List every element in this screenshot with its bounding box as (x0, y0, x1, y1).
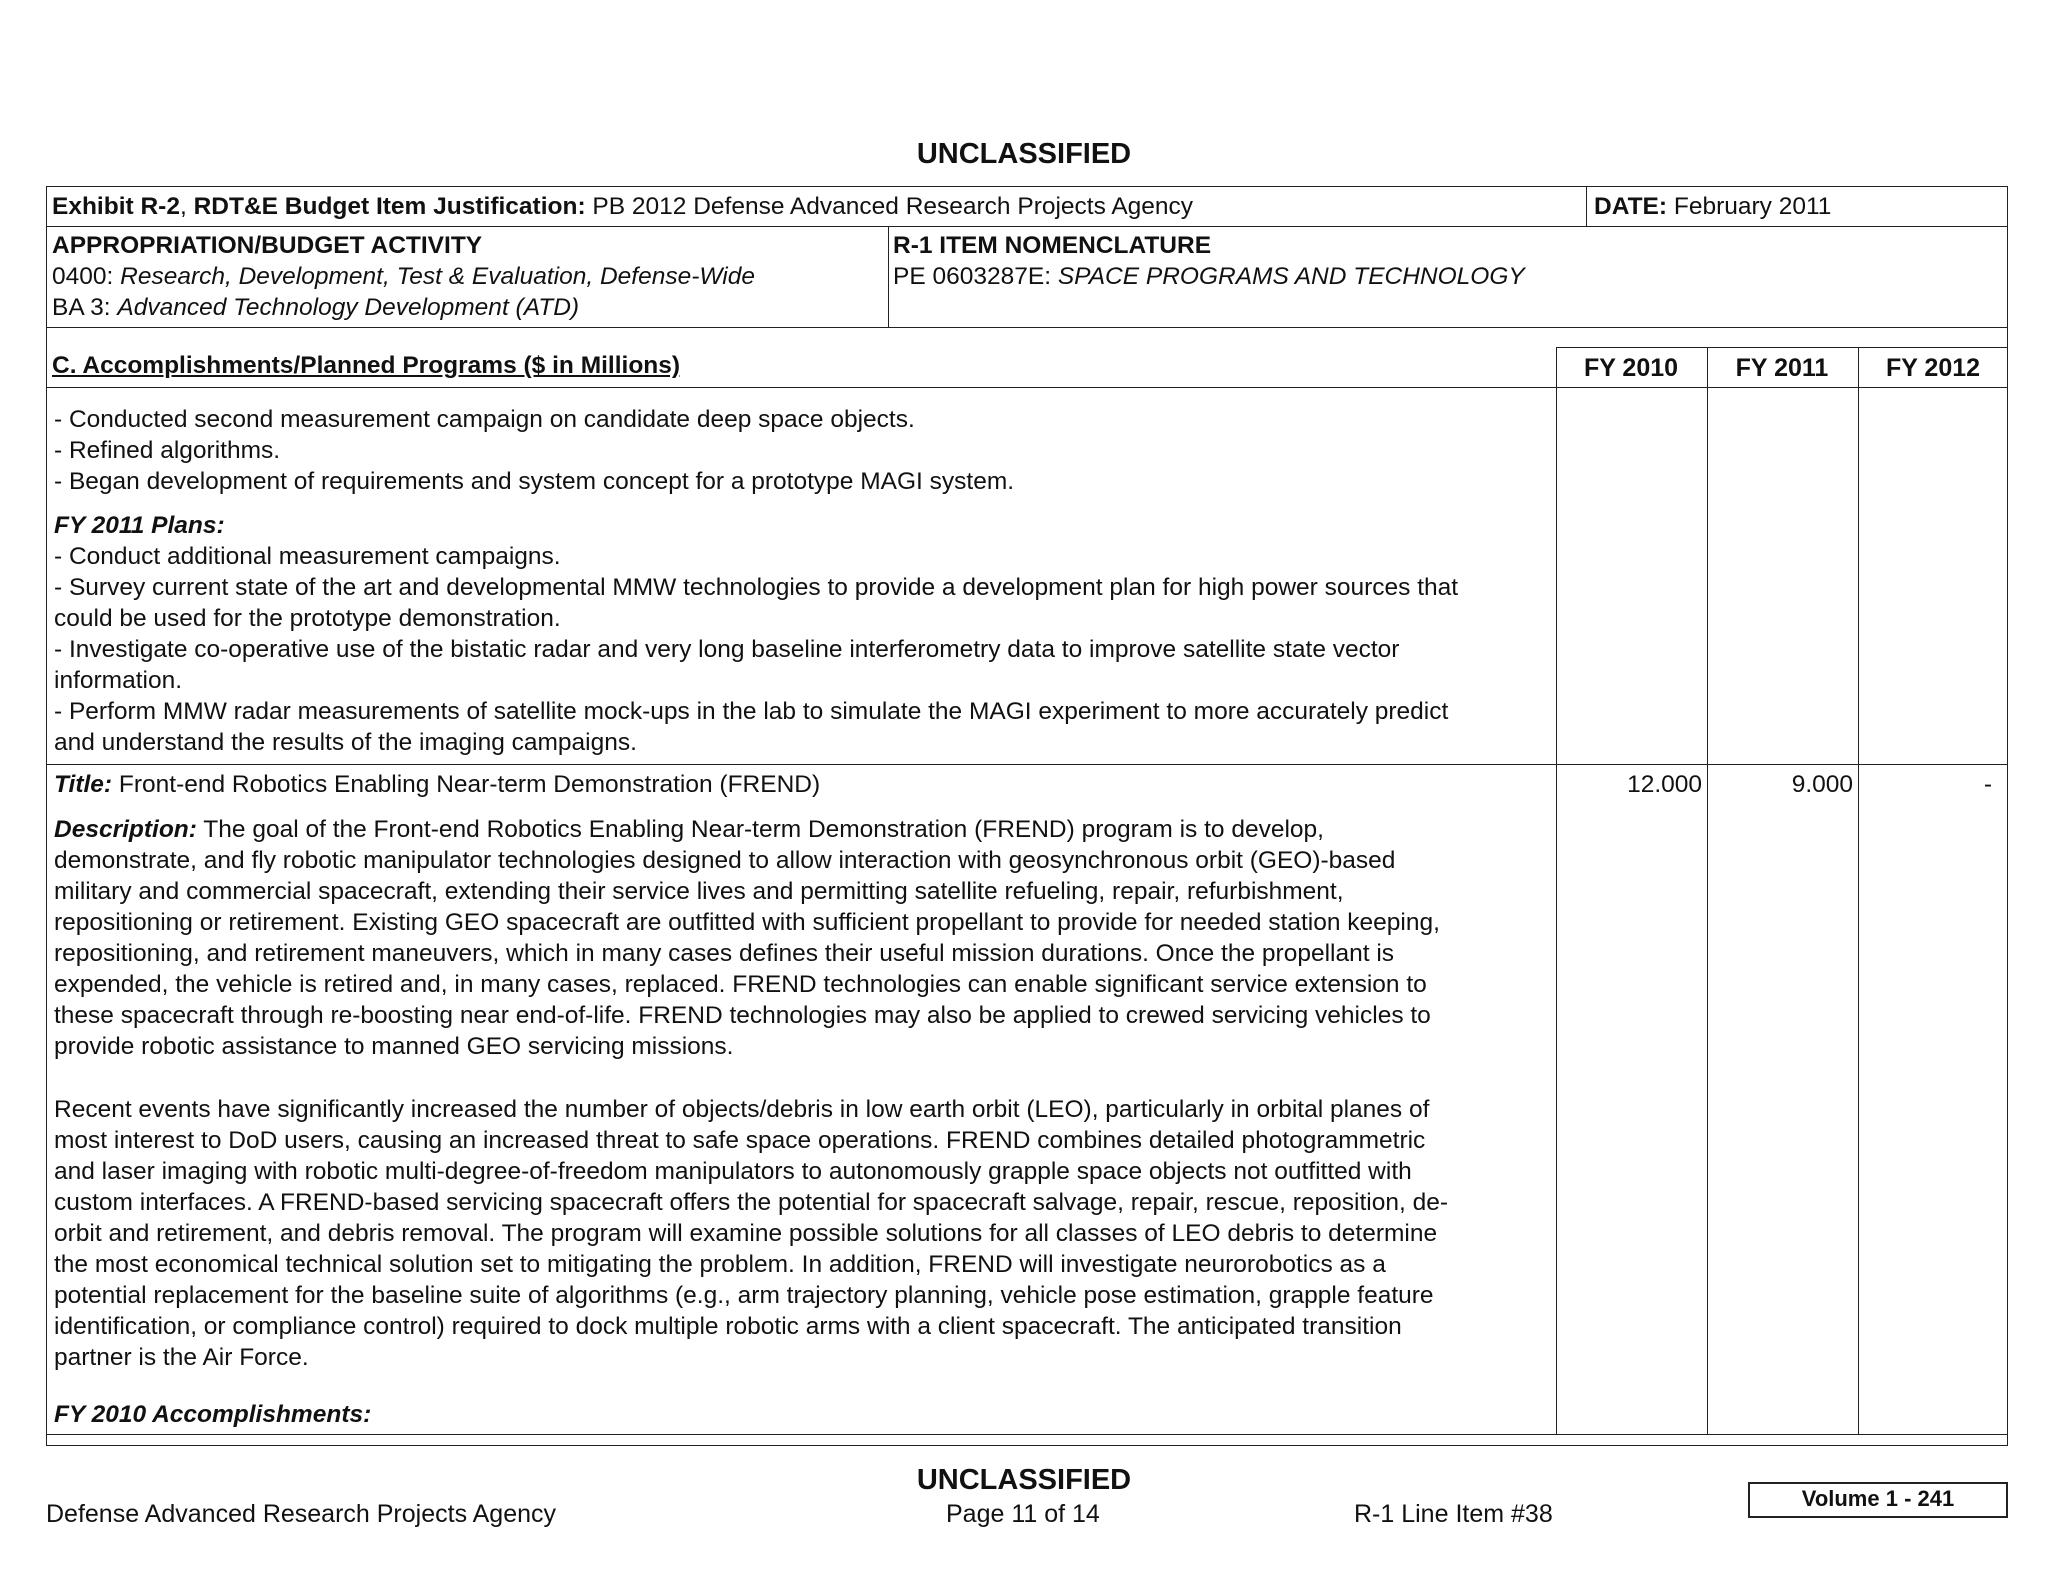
description-line: repositioning or retirement. Existing GEO spacecraft are outfitted with sufficient propellant to provide for needed station keeping, (54, 909, 1440, 936)
description-line: identification, or compliance control) required to dock multiple robotic arms with a client spacecraft. The anticipated transition (54, 1313, 1402, 1340)
r1-code: PE 0603287E: (893, 263, 1058, 290)
fy2012-value: - (1983, 771, 1992, 798)
description-line: provide robotic assistance to manned GEO servicing missions. (54, 1033, 734, 1060)
list-item: - Investigate co-operative use of the bistatic radar and very long baseline interferometry data to improve satellite state vector (54, 636, 1400, 663)
description-line: and laser imaging with robotic multi-degree-of-freedom manipulators to autonomously grapple space objects not outfitted with (54, 1158, 1412, 1185)
divider (46, 387, 2008, 388)
footer-line-item: R-1 Line Item #38 (1354, 1500, 1553, 1528)
description-line: these spacecraft through re-boosting near end-of-life. FREND technologies may also be applied to crewed servicing vehicles to (54, 1002, 1431, 1029)
exhibit-agency: PB 2012 Defense Advanced Research Projects Agency (585, 193, 1194, 220)
title-text: Front-end Robotics Enabling Near-term Demonstration (FREND) (112, 771, 821, 798)
divider (1586, 186, 1587, 226)
block1-accomplishments (54, 404, 1556, 497)
section-title: C. Accomplishments/Planned Programs ($ in Millions) (52, 352, 681, 379)
divider (46, 764, 2008, 765)
description-line: orbit and retirement, and debris removal. The program will examine possible solutions for all classes of LEO debris to determine (54, 1220, 1438, 1247)
ba-text: Advanced Technology Development (ATD) (117, 294, 580, 321)
r1-label: R-1 ITEM NOMENCLATURE (893, 232, 1212, 259)
plans-heading: FY 2011 Plans: (54, 512, 225, 539)
fy2011-header: FY 2011 (1735, 354, 1829, 382)
description-line: military and commercial spacecraft, extending their service lives and permitting satellite refueling, repair, refurbishment, (54, 878, 1344, 905)
description-line: expended, the vehicle is retired and, in many cases, replaced. FREND technologies can enable significant service extension to (54, 971, 1427, 998)
list-item: - Conducted second measurement campaign on candidate deep space objects. (54, 406, 915, 433)
ba-code: BA 3: (52, 294, 118, 321)
accomplishments-heading: FY 2010 Accomplishments: (54, 1401, 372, 1428)
program-description-p2 (54, 1094, 1556, 1373)
list-item: - Refined algorithms. (54, 437, 281, 464)
divider (46, 1434, 2008, 1435)
description-line: the most economical technical solution set to mitigating the problem. In addition, FREND will investigate neurorobotics as a (54, 1251, 1386, 1278)
divider (46, 327, 2008, 328)
fy2012-header: FY 2012 (1885, 354, 1981, 382)
description-line: repositioning, and retirement maneuvers, which in many cases defines their useful mission durations. Once the propellant is (54, 940, 1395, 967)
description-line: partner is the Air Force. (54, 1344, 309, 1371)
footer-page: Page 11 of 14 (946, 1500, 1100, 1528)
description-line: most interest to DoD users, causing an increased threat to safe space operations. FREND combines detailed photogrammetric (54, 1127, 1426, 1154)
description-line: custom interfaces. A FREND-based servicing spacecraft offers the potential for spacecraft salvage, repair, rescue, reposition, de- (54, 1189, 1448, 1216)
title-label: Title: (54, 771, 113, 798)
column-divider (1556, 347, 1557, 1434)
exhibit-label: Exhibit R-2 (52, 193, 180, 220)
list-item: and understand the results of the imaging campaigns. (54, 729, 637, 756)
list-item: information. (54, 667, 183, 694)
list-item: - Began development of requirements and system concept for a prototype MAGI system. (54, 468, 1015, 495)
classification-top: UNCLASSIFIED (916, 138, 1132, 170)
fy2010-header: FY 2010 (1583, 354, 1679, 382)
footer-volume: Volume 1 - 241 (1801, 1486, 1955, 1511)
approp-code: 0400: (52, 263, 121, 290)
r1-block (893, 230, 1525, 292)
program-description (54, 814, 1556, 1062)
fy2011-value: 9.000 (1791, 771, 1853, 798)
date-value: February 2011 (1667, 193, 1832, 220)
exhibit-title: RDT&E Budget Item Justification: (193, 193, 586, 220)
appropriation-block (52, 230, 755, 323)
description-line: demonstrate, and fly robotic manipulator technologies designed to allow interaction with geosynchronous orbit (GEO)-based (54, 847, 1396, 874)
column-divider (1858, 347, 1859, 1434)
description-label: Description: (54, 816, 197, 843)
description-line: potential replacement for the baseline suite of algorithms (e.g., arm trajectory planning, vehicle pose estimation, grapple feature (54, 1282, 1434, 1309)
approp-label: APPROPRIATION/BUDGET ACTIVITY (52, 232, 483, 259)
approp-text: Research, Development, Test & Evaluation, Defense-Wide (120, 263, 755, 290)
classification-bottom: UNCLASSIFIED (916, 1464, 1132, 1496)
list-item: - Conduct additional measurement campaigns. (54, 543, 561, 570)
r1-text: SPACE PROGRAMS AND TECHNOLOGY (1057, 263, 1525, 290)
divider (888, 226, 889, 327)
footer-agency: Defense Advanced Research Projects Agency (46, 1500, 557, 1528)
volume-box (1748, 1482, 2008, 1518)
divider (46, 226, 2008, 227)
description-text: The goal of the Front-end Robotics Enabling Near-term Demonstration (FREND) program is to develop, (196, 816, 1324, 843)
list-item: - Survey current state of the art and developmental MMW technologies to provide a development plan for high power sources that (54, 574, 1459, 601)
column-divider (1707, 347, 1708, 1434)
divider (1556, 347, 2008, 348)
exhibit-sep: , (179, 193, 194, 220)
exhibit-heading (52, 191, 1193, 222)
list-item: - Perform MMW radar measurements of satellite mock-ups in the lab to simulate the MAGI experiment to more accurately predict (54, 698, 1449, 725)
block1-plans (54, 510, 1556, 758)
fy2010-value: 12.000 (1627, 771, 1702, 798)
date-field (1594, 191, 1831, 222)
program-title (54, 769, 820, 800)
list-item: could be used for the prototype demonstration. (54, 605, 561, 632)
description-line: Recent events have significantly increased the number of objects/debris in low earth orbit (LEO), particularly in orbital planes of (54, 1096, 1430, 1123)
date-label: DATE: (1594, 193, 1668, 220)
